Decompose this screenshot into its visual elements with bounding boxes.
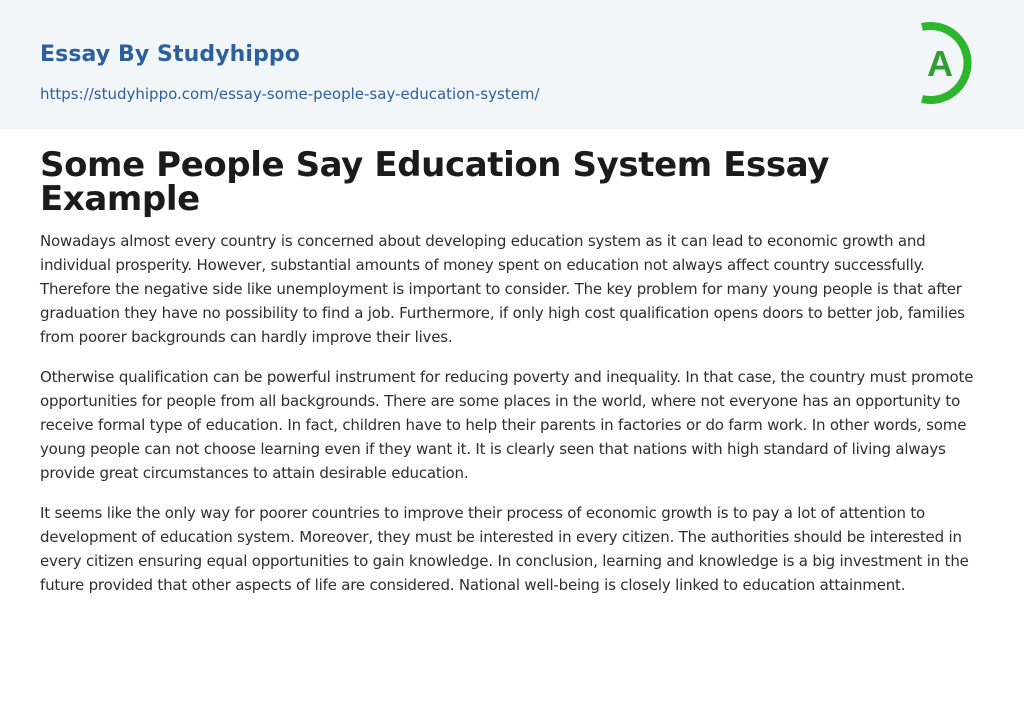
article-paragraph-2: Otherwise qualification can be powerful instrument for reducing poverty and inequality. In that case, the country must promote opportunities for people from all backgrounds. There are some places in the world, where not everyone has an opportunity to receive formal type of education. In fact, children have to help their parents in factories or do farm work. In other words, some young people can not choose learning even if they want it. It is clearly seen that nations with high standard of living always provide great circumstances to attain desirable education.	[40, 368, 974, 482]
logo-letter: A	[927, 43, 953, 84]
studyhippo-logo-icon[interactable]	[912, 20, 986, 106]
article-paragraph-1: Nowadays almost every country is concerned about developing education system as it can lead to economic growth and individual prosperity. However, substantial amounts of money spent on education not always affect country successfully. Therefore the negative side like unemployment is important to consider. The key problem for many young people is that after graduation they have no possibility to find a job. Furthermore, if only high cost qualification opens doors to better job, families from poorer backgrounds can hardly improve their lives.	[40, 232, 965, 346]
site-header	[0, 0, 1024, 129]
site-brand[interactable]: Essay By Studyhippo	[40, 42, 300, 67]
article-paragraph-3: It seems like the only way for poorer countries to improve their process of economic growth is to pay a lot of attention to development of education system. Moreover, they must be interested in every citizen. The authorities should be interested in every citizen ensuring equal opportunities to gain knowledge. In conclusion, learning and knowledge is a big investment in the future provided that other aspects of life are considered. National well-being is closely linked to education attainment.	[40, 504, 969, 594]
article-title: Some People Say Education System Essay Example	[40, 145, 829, 219]
article-body	[40, 145, 986, 597]
article-url-link[interactable]: https://studyhippo.com/essay-some-people-say-education-system/	[40, 85, 540, 103]
